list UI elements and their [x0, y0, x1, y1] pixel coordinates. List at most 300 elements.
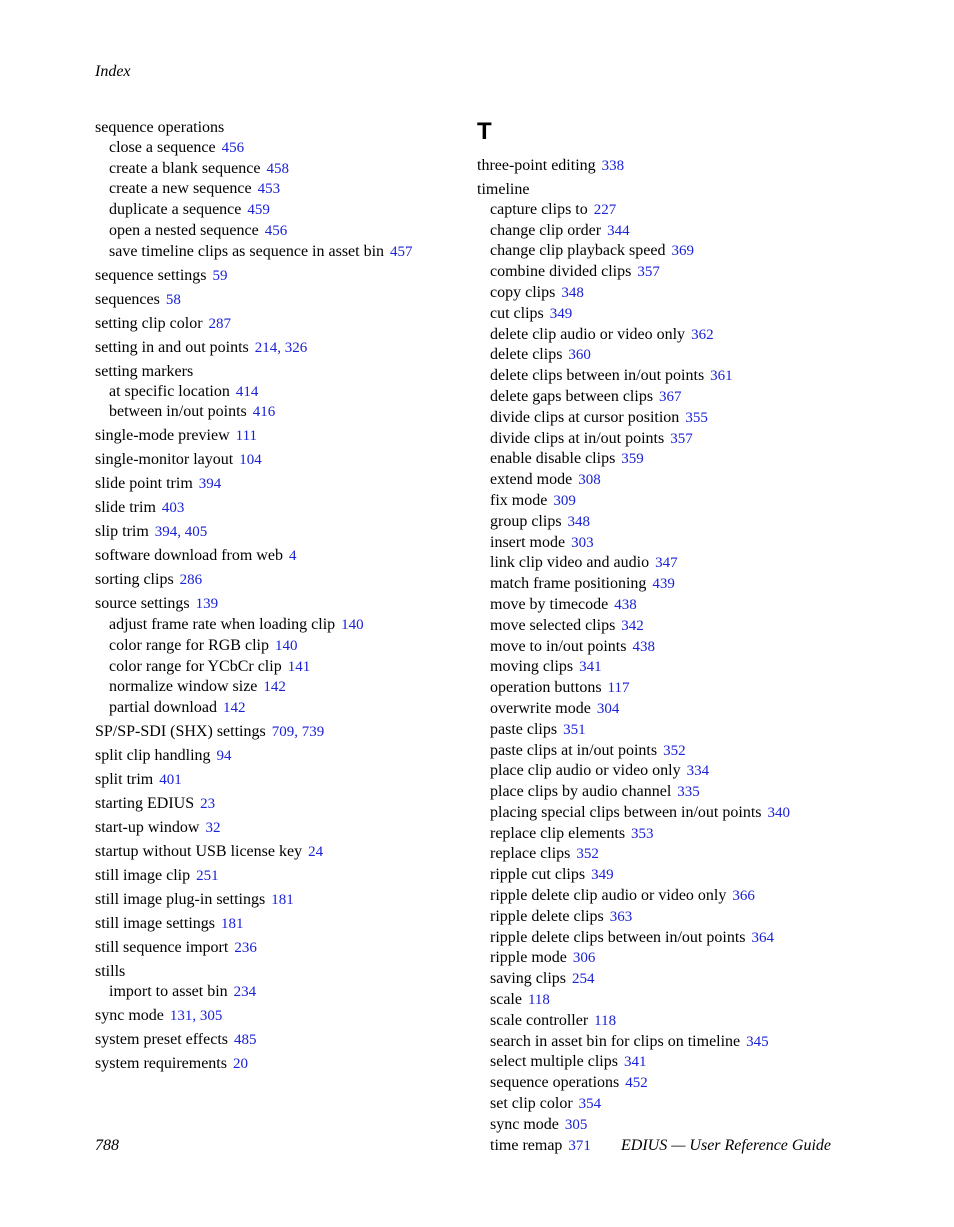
- page-link[interactable]: 251: [196, 868, 219, 885]
- page-link[interactable]: 394: [198, 476, 222, 493]
- index-subentry: [477, 761, 897, 782]
- page-refs: [594, 201, 617, 218]
- page-link[interactable]: 452: [625, 1075, 648, 1092]
- page-link[interactable]: 360: [568, 347, 591, 364]
- page-link[interactable]: 353: [631, 825, 654, 842]
- index-subentry: [477, 325, 897, 346]
- page-refs: [677, 783, 700, 800]
- page-refs: [253, 403, 276, 420]
- page-link[interactable]: 439: [652, 576, 675, 593]
- index-main-term: [95, 722, 475, 743]
- index-term: still image settings: [95, 915, 215, 933]
- page-refs: [159, 771, 182, 788]
- index-term: software download from web: [95, 547, 283, 565]
- index-term: replace clips: [490, 845, 571, 863]
- page-refs: [221, 915, 244, 932]
- page-link[interactable]: 20: [232, 1055, 248, 1072]
- page-refs: [166, 291, 181, 308]
- page-link[interactable]: 342: [621, 617, 644, 634]
- index-entry: [95, 474, 475, 495]
- index-term: ripple delete clip audio or video only: [490, 887, 727, 905]
- page-refs: [288, 658, 311, 675]
- index-main-term: [95, 266, 475, 287]
- index-main-term: [95, 1030, 475, 1051]
- page-link[interactable]: 118: [594, 1012, 617, 1029]
- index-term: change clip playback speed: [490, 242, 666, 260]
- index-subentry: [477, 574, 897, 595]
- page-link[interactable]: 401: [159, 772, 182, 789]
- page-refs: [234, 983, 257, 1000]
- page-link[interactable]: 364: [751, 929, 774, 946]
- page-refs: [659, 388, 682, 405]
- page-refs: [685, 409, 708, 426]
- page-refs: [170, 1007, 223, 1024]
- page-refs: [236, 427, 257, 444]
- index-main-term: [95, 314, 475, 335]
- page-refs: [565, 1116, 588, 1133]
- page-refs: [602, 157, 625, 174]
- page-refs: [573, 949, 596, 966]
- index-subentry: [477, 1032, 897, 1053]
- index-term: single-mode preview: [95, 427, 230, 445]
- index-term: delete gaps between clips: [490, 387, 654, 405]
- page-link[interactable]: 456: [264, 222, 288, 239]
- page-ref-separator: ,: [177, 524, 185, 541]
- index-term: open a nested sequence: [109, 221, 259, 239]
- page-refs: [239, 451, 262, 468]
- index-term: saving clips: [490, 970, 566, 988]
- page-link[interactable]: 352: [576, 846, 599, 863]
- page-link[interactable]: 361: [710, 368, 733, 385]
- page-link[interactable]: 32: [205, 820, 221, 837]
- page-refs: [196, 867, 219, 884]
- index-main-term: [95, 794, 475, 815]
- page-refs: [563, 721, 586, 738]
- index-main-term: [95, 866, 475, 887]
- index-term: insert mode: [490, 533, 566, 551]
- page-link[interactable]: 438: [632, 638, 655, 655]
- index-subentry: [95, 382, 475, 403]
- index-term: stills: [95, 962, 126, 980]
- page-refs: [233, 1055, 248, 1072]
- page-link[interactable]: 254: [572, 971, 595, 988]
- page-link[interactable]: 351: [563, 721, 586, 738]
- page-link[interactable]: 453: [257, 181, 281, 198]
- running-header: Index: [95, 63, 131, 80]
- page-link[interactable]: 58: [165, 291, 181, 308]
- page-link[interactable]: 357: [637, 264, 660, 281]
- index-entry: [95, 914, 475, 935]
- index-term: slide trim: [95, 499, 156, 517]
- page-link[interactable]: 181: [221, 916, 244, 933]
- page-refs: [632, 638, 655, 655]
- index-subentry: [95, 636, 475, 657]
- page-link[interactable]: 141: [287, 658, 311, 675]
- index-subentry: [477, 990, 897, 1011]
- index-entry: [95, 866, 475, 887]
- page-refs: [390, 243, 413, 260]
- index-term: still sequence import: [95, 939, 229, 956]
- page-refs: [234, 1031, 257, 1048]
- index-term: place clip audio or video only: [490, 762, 681, 780]
- page-link[interactable]: 394: [154, 524, 178, 541]
- index-entry: [95, 722, 475, 743]
- page-link[interactable]: 24: [308, 844, 324, 861]
- page-refs: [553, 492, 576, 509]
- index-subentry: [477, 657, 897, 678]
- section-letter: T: [477, 118, 492, 145]
- index-term: paste clips: [490, 720, 558, 738]
- page-refs: [236, 383, 259, 400]
- page-link[interactable]: 344: [607, 222, 630, 239]
- index-subentry: [477, 928, 897, 949]
- index-entry: [95, 1030, 475, 1051]
- page-link[interactable]: 354: [578, 1096, 602, 1113]
- page-link[interactable]: 366: [732, 888, 755, 905]
- page-refs: [199, 475, 222, 492]
- index-subentry: [477, 241, 897, 262]
- index-subentry: [477, 865, 897, 886]
- page-link[interactable]: 416: [252, 404, 276, 421]
- page-link[interactable]: 367: [659, 388, 682, 405]
- page-link[interactable]: 308: [578, 472, 601, 489]
- page-refs: [258, 180, 281, 197]
- page-link[interactable]: 227: [593, 201, 617, 218]
- page-link[interactable]: 438: [614, 596, 637, 613]
- page-refs: [209, 315, 232, 332]
- page-refs: [568, 346, 591, 363]
- page-link[interactable]: 739: [301, 724, 325, 741]
- index-entry: [95, 938, 475, 959]
- page-link[interactable]: 371: [568, 1137, 591, 1154]
- index-subentry: [95, 242, 475, 263]
- index-main-term: [477, 180, 897, 200]
- page-refs: [768, 804, 791, 821]
- index-term: three-point editing: [477, 157, 596, 174]
- index-term: close a sequence: [109, 138, 216, 156]
- index-term: starting EDIUS: [95, 795, 195, 813]
- index-entry: [95, 314, 475, 335]
- index-main-term: [95, 890, 475, 911]
- index-term: startup without USB license key: [95, 843, 303, 861]
- index-subentry: [477, 1115, 897, 1136]
- page-link[interactable]: 458: [266, 160, 289, 177]
- index-subentry: [95, 402, 475, 423]
- page-refs: [621, 617, 644, 634]
- index-subentry: [95, 982, 475, 1003]
- footer-title: EDIUS — User Reference Guide: [620, 1137, 831, 1154]
- page-link[interactable]: 459: [247, 202, 270, 219]
- page-link[interactable]: 140: [341, 616, 364, 633]
- index-entry: [95, 290, 475, 311]
- index-term: delete clips between in/out points: [490, 367, 705, 385]
- index-entry: [95, 338, 475, 359]
- index-subentry: [477, 221, 897, 242]
- page-link[interactable]: 142: [263, 679, 286, 696]
- index-term: system preset effects: [95, 1030, 228, 1048]
- index-term: source settings: [95, 595, 190, 613]
- index-term: still image clip: [95, 867, 191, 885]
- index-entry: [95, 1054, 475, 1075]
- index-column-right: [477, 118, 897, 1156]
- page-link[interactable]: 104: [239, 452, 262, 469]
- page-refs: [155, 523, 208, 540]
- index-subentry: [477, 366, 897, 387]
- index-term: ripple delete clips between in/out points: [490, 928, 746, 946]
- page-refs: [671, 242, 694, 259]
- page-refs: [196, 595, 219, 612]
- page-refs: [568, 1137, 591, 1154]
- page-link[interactable]: 305: [199, 1007, 223, 1024]
- page-link[interactable]: 341: [623, 1054, 647, 1071]
- page-link[interactable]: 140: [274, 637, 298, 654]
- index-subentry: [477, 720, 897, 741]
- page-link[interactable]: 414: [235, 383, 259, 400]
- page-refs: [607, 222, 630, 239]
- index-main-term: [95, 1054, 475, 1075]
- page-refs: [732, 887, 755, 904]
- index-subentry: [95, 159, 475, 180]
- index-term: import to asset bin: [109, 982, 228, 1000]
- page-link[interactable]: 349: [549, 305, 573, 322]
- index-main-term: [95, 842, 475, 863]
- index-entry: [95, 498, 475, 519]
- page-link[interactable]: 234: [233, 983, 257, 1000]
- index-subentry: [477, 948, 897, 969]
- page-link[interactable]: 403: [161, 500, 185, 517]
- page-link[interactable]: 340: [767, 804, 790, 821]
- index-term: color range for RGB clip: [109, 636, 269, 654]
- index-term: between in/out points: [109, 403, 247, 421]
- page-link[interactable]: 139: [195, 596, 219, 613]
- index-term: setting in and out points: [95, 338, 249, 356]
- page-link[interactable]: 405: [184, 524, 208, 541]
- page-link[interactable]: 111: [235, 428, 258, 445]
- page-link[interactable]: 142: [222, 700, 246, 717]
- index-term: duplicate a sequence: [109, 201, 242, 219]
- index-entry: [95, 594, 475, 719]
- index-term: sorting clips: [95, 571, 174, 589]
- index-subentry: [95, 221, 475, 242]
- page-link[interactable]: 345: [746, 1033, 769, 1050]
- page-refs: [263, 678, 286, 695]
- index-subentry: [95, 657, 475, 678]
- index-subentry: [477, 844, 897, 865]
- page-link[interactable]: 338: [601, 158, 625, 174]
- page-ref-separator: ,: [192, 1007, 200, 1024]
- index-term: divide clips at in/out points: [490, 429, 665, 447]
- page-refs: [561, 284, 584, 301]
- index-term: timeline: [477, 180, 530, 198]
- page-link[interactable]: 305: [564, 1116, 588, 1133]
- page-refs: [578, 471, 601, 488]
- page-link[interactable]: 214: [254, 339, 278, 356]
- page-link[interactable]: 341: [579, 659, 602, 676]
- page-refs: [746, 1033, 769, 1050]
- page-link[interactable]: 94: [216, 748, 232, 765]
- page-link[interactable]: 347: [655, 555, 678, 572]
- index-term: sync mode: [490, 1115, 559, 1133]
- index-term: adjust frame rate when loading clip: [109, 615, 336, 633]
- index-term: time remap: [490, 1136, 563, 1154]
- index-entry: [477, 156, 897, 177]
- page-link[interactable]: 287: [208, 315, 232, 332]
- index-term: placing special clips between in/out points: [490, 803, 762, 821]
- page-link[interactable]: 335: [677, 784, 700, 801]
- index-term: create a new sequence: [109, 180, 252, 198]
- page-refs: [655, 554, 678, 571]
- page-link[interactable]: 357: [670, 430, 693, 447]
- index-term: replace clip elements: [490, 824, 626, 842]
- page-link[interactable]: 348: [561, 284, 584, 301]
- index-subentry: [477, 1094, 897, 1115]
- index-term: ripple cut clips: [490, 866, 586, 884]
- page-link[interactable]: 118: [527, 992, 550, 1009]
- index-subentry: [477, 616, 897, 637]
- page-link[interactable]: 59: [212, 267, 228, 284]
- index-term: overwrite mode: [490, 699, 591, 717]
- index-subentry: [477, 782, 897, 803]
- index-entry: [95, 962, 475, 1003]
- page-link[interactable]: 181: [271, 892, 294, 909]
- index-term: at specific location: [109, 382, 230, 400]
- page-link[interactable]: 348: [567, 513, 591, 530]
- index-main-term: [95, 962, 475, 982]
- index-main-term: [95, 746, 475, 767]
- page-refs: [275, 637, 298, 654]
- page-refs: [752, 929, 775, 946]
- index-term: slip trim: [95, 523, 149, 541]
- page-refs: [624, 1053, 647, 1070]
- index-term: start-up window: [95, 819, 200, 837]
- page-refs: [691, 326, 714, 343]
- page-link[interactable]: 236: [234, 940, 257, 956]
- page-link[interactable]: 4: [288, 548, 297, 565]
- page-refs: [223, 699, 246, 716]
- index-term: ripple mode: [490, 949, 567, 967]
- page-link[interactable]: 23: [200, 796, 216, 813]
- page-refs: [594, 1012, 616, 1029]
- index-entries-t: [477, 156, 897, 1156]
- index-term: still image plug-in settings: [95, 891, 266, 909]
- index-entry: [95, 362, 475, 423]
- page-number: 788: [95, 1137, 119, 1154]
- index-main-term: [95, 426, 475, 447]
- page-link[interactable]: 326: [284, 339, 308, 356]
- page-link[interactable]: 309: [553, 492, 576, 509]
- index-entry: [95, 890, 475, 911]
- index-subentry: [477, 200, 897, 221]
- page-link[interactable]: 286: [179, 572, 203, 589]
- index-entry: [95, 794, 475, 815]
- index-subentry: [477, 595, 897, 616]
- page-refs: [610, 908, 633, 925]
- index-term: match frame positioning: [490, 575, 647, 593]
- page-link[interactable]: 334: [686, 763, 710, 780]
- index-entry: [95, 118, 475, 263]
- page-refs: [571, 534, 594, 551]
- index-main-term: [95, 570, 475, 591]
- page-refs: [670, 430, 693, 447]
- index-term: operation buttons: [490, 679, 602, 697]
- page-link[interactable]: 349: [591, 867, 614, 884]
- page-link[interactable]: 117: [607, 680, 630, 697]
- page-refs: [579, 1095, 602, 1112]
- index-entry: [95, 546, 475, 567]
- page-link[interactable]: 306: [572, 950, 596, 967]
- page-link[interactable]: 355: [685, 409, 708, 426]
- page-link[interactable]: 456: [221, 139, 245, 156]
- page-refs: [637, 263, 660, 280]
- index-term: scale controller: [490, 1011, 589, 1029]
- page-refs: [597, 700, 620, 717]
- page-link[interactable]: 363: [609, 908, 633, 925]
- index-term: link clip video and audio: [490, 554, 650, 572]
- index-subentry: [95, 698, 475, 719]
- page-link[interactable]: 709: [271, 724, 295, 741]
- page-refs: [572, 970, 595, 987]
- index-subentry: [477, 387, 897, 408]
- index-entry: [95, 426, 475, 447]
- index-main-term: [95, 338, 475, 359]
- page-refs: [687, 762, 710, 779]
- page-link[interactable]: 362: [691, 326, 714, 343]
- index-term: cut clips: [490, 304, 544, 322]
- page-link[interactable]: 485: [234, 1031, 257, 1048]
- index-term: scale: [490, 991, 522, 1009]
- page-refs: [631, 825, 654, 842]
- page-ref-separator: ,: [277, 339, 285, 356]
- page-refs: [663, 742, 686, 759]
- index-term: group clips: [490, 512, 562, 530]
- index-term: place clips by audio channel: [490, 783, 672, 801]
- page-link[interactable]: 304: [596, 700, 620, 717]
- page-link[interactable]: 131: [169, 1007, 193, 1024]
- index-entry: [477, 180, 897, 1156]
- index-term: create a blank sequence: [109, 159, 261, 177]
- page-refs: [608, 679, 630, 696]
- index-term: divide clips at cursor position: [490, 408, 680, 426]
- index-subentry: [477, 637, 897, 658]
- index-term: ripple delete clips: [490, 907, 604, 925]
- index-entry: [95, 842, 475, 863]
- page-refs: [200, 795, 215, 812]
- page-link[interactable]: 359: [621, 451, 644, 468]
- index-subentry: [477, 512, 897, 533]
- page-link[interactable]: 369: [671, 243, 694, 260]
- page-refs: [341, 616, 364, 633]
- index-subentry: [95, 677, 475, 698]
- page-refs: [213, 267, 228, 284]
- page-link[interactable]: 352: [663, 742, 686, 759]
- index-term: sequence operations: [490, 1074, 620, 1092]
- index-subentry: [477, 741, 897, 762]
- page-refs: [591, 866, 614, 883]
- index-entry: [95, 746, 475, 767]
- index-subentry: [477, 470, 897, 491]
- index-term: split trim: [95, 771, 154, 789]
- index-subentry: [477, 886, 897, 907]
- index-term: partial download: [109, 699, 217, 717]
- index-subentry: [477, 824, 897, 845]
- index-term: setting clip color: [95, 314, 203, 332]
- index-term: capture clips to: [490, 200, 588, 218]
- index-main-term: [95, 770, 475, 791]
- page-link[interactable]: 457: [390, 243, 413, 260]
- index-term: SP/SP-SDI (SHX) settings: [95, 723, 266, 741]
- index-term: setting markers: [95, 362, 194, 380]
- page-link[interactable]: 303: [571, 534, 594, 551]
